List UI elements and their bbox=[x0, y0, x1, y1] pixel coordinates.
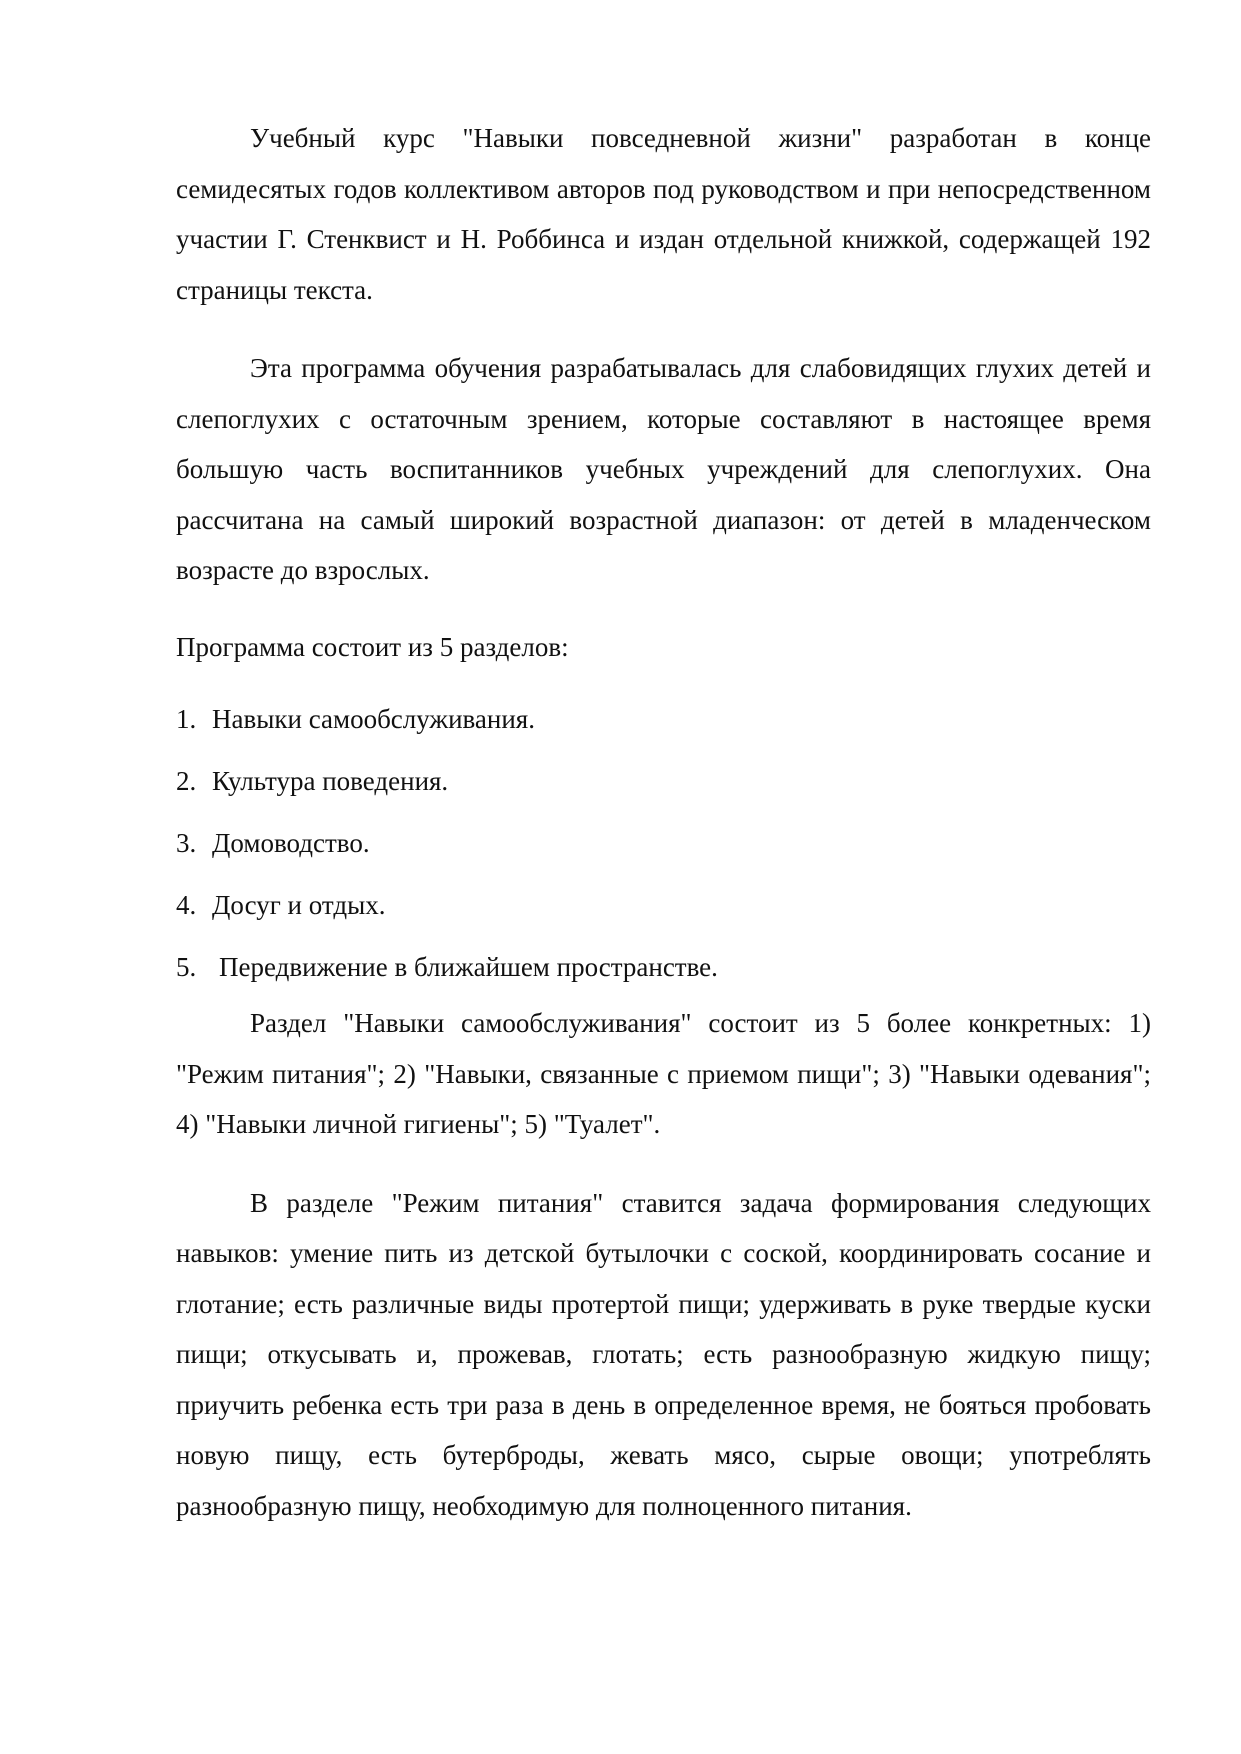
list-item bbox=[176, 818, 1151, 868]
list-item-text: Досуг и отдых. bbox=[212, 890, 386, 920]
list-item-number: 5. bbox=[176, 952, 197, 982]
paragraph-course-intro: Учебный курс "Навыки повседневной жизни" разработан в конце семидесятых годов коллективом авторов под руководством и при непосредственном участии Г. Стенквист и Н. Роббинса и издан отдельной книжкой, содержащей 192 страницы текста. bbox=[176, 123, 1151, 305]
list-item bbox=[176, 880, 1151, 930]
list-item bbox=[176, 694, 1151, 744]
sections-list bbox=[176, 694, 1151, 992]
list-item-text: Навыки самообслуживания. bbox=[212, 704, 535, 734]
list-item-number: 1. bbox=[176, 704, 197, 734]
list-item-text: Передвижение в ближайшем пространстве. bbox=[219, 952, 718, 982]
paragraph-self-care-subsections: Раздел "Навыки самообслуживания" состоит из 5 более конкретных: 1) "Режим питания"; 2) "Навыки, связанные с приемом пищи"; 3) "Навыки одевания"; 4) "Навыки личной гигиены"; 5) "Туалет". bbox=[176, 1008, 1151, 1139]
paragraph-sections-lead: Программа состоит из 5 разделов: bbox=[176, 631, 569, 662]
paragraph-program-audience: Эта программа обучения разрабатывалась для слабовидящих глухих детей и слепоглухих с остаточным зрением, которые составляют в настоящее время большую часть воспитанников учебных учреждений для слепоглухих. Она рассчитана на самый широкий возрастной диапазон: от детей в младенческом возрасте до взрослых. bbox=[176, 353, 1151, 585]
list-item-number: 2. bbox=[176, 766, 197, 796]
list-item-number: 3. bbox=[176, 828, 197, 858]
paragraph-nutrition-regime: В разделе "Режим питания" ставится задача формирования следующих навыков: умение пить из детской бутылочки с соской, координировать сосание и глотание; есть различные виды протертой пищи; удерживать в руке твердые куски пищи; откусывать и, прожевав, глотать; есть разнообразную жидкую пищу; приучить ребенка есть три раза в день в определенное время, не бояться пробовать новую пищу, есть бутерброды, жевать мясо, сырые овощи; употреблять разнообразную пищу, необходимую для полноценного питания. bbox=[176, 1187, 1151, 1521]
list-item bbox=[176, 756, 1151, 806]
page-content bbox=[176, 113, 1151, 1531]
list-item bbox=[176, 942, 1151, 992]
list-item-text: Домоводство. bbox=[212, 828, 370, 858]
list-item-text: Культура поведения. bbox=[212, 766, 449, 796]
list-item-number: 4. bbox=[176, 890, 197, 920]
